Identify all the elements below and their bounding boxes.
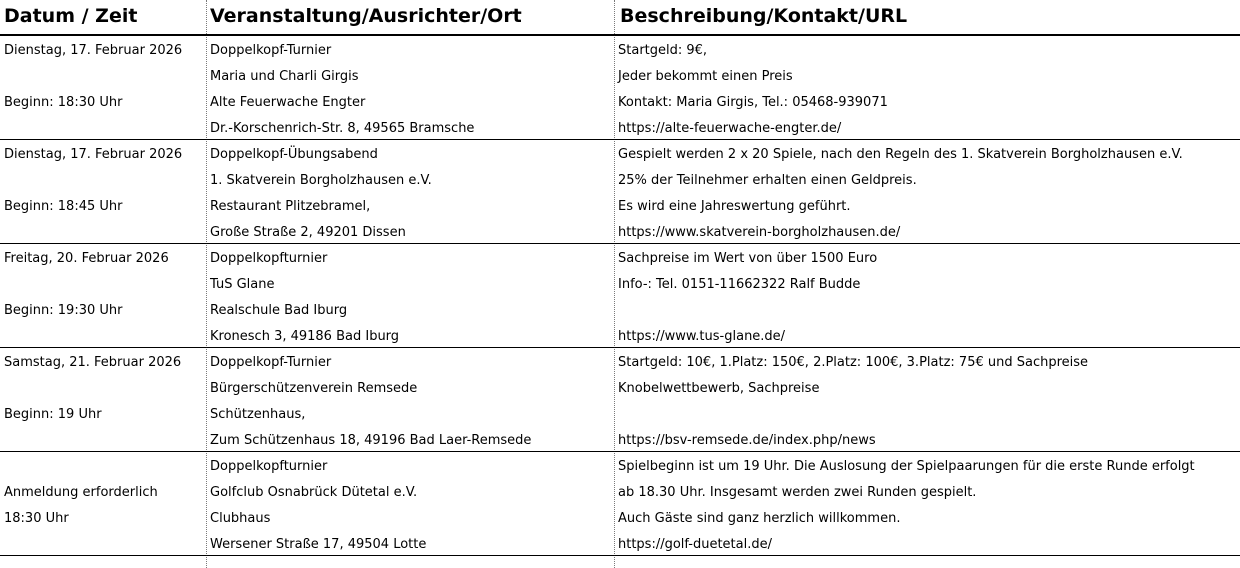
description-line: Spielbeginn ist um 19 Uhr. Die Auslosung der Spielpaarungen für die erste Runde erfolgt: [618, 459, 1195, 474]
event-line: Alte Feuerwache Engter: [210, 95, 366, 110]
table-row: [0, 452, 1240, 556]
description-line[interactable]: https://golf-duetetal.de/: [618, 537, 772, 552]
event-line: Clubhaus: [210, 511, 271, 526]
event-line: Dr.-Korschenrich-Str. 8, 49565 Bramsche: [210, 121, 475, 136]
header-datum-zeit: Datum / Zeit: [4, 5, 138, 27]
description-line[interactable]: https://www.tus-glane.de/: [618, 329, 786, 344]
event-line: Schützenhaus,: [210, 407, 306, 422]
date-line: Beginn: 19:30 Uhr: [4, 303, 123, 318]
description-line: Kontakt: Maria Girgis, Tel.: 05468-939071: [618, 95, 888, 110]
date-line: Dienstag, 17. Februar 2026: [4, 147, 183, 162]
date-line: Anmeldung erforderlich: [4, 485, 158, 500]
date-line: Dienstag, 17. Februar 2026: [4, 43, 183, 58]
event-line: Restaurant Plitzebramel,: [210, 199, 371, 214]
event-line: Doppelkopf-Turnier: [210, 43, 332, 58]
header-beschreibung: Beschreibung/Kontakt/URL: [620, 5, 908, 27]
description-line: Jeder bekommt einen Preis: [618, 69, 793, 84]
description-line: Es wird eine Jahreswertung geführt.: [618, 199, 851, 214]
table-header: [0, 0, 1240, 36]
event-line: Kronesch 3, 49186 Bad Iburg: [210, 329, 400, 344]
table-row: [0, 140, 1240, 244]
event-line: Doppelkopfturnier: [210, 251, 328, 266]
description-line[interactable]: https://www.skatverein-borgholzhausen.de/: [618, 225, 901, 240]
date-line: 18:30 Uhr: [4, 511, 69, 526]
description-line: ab 18.30 Uhr. Insgesamt werden zwei Runden gespielt.: [618, 485, 977, 500]
event-line: Bürgerschützenverein Remsede: [210, 381, 418, 396]
description-line[interactable]: https://bsv-remsede.de/index.php/news: [618, 433, 876, 448]
description-line: Info-: Tel. 0151-11662322 Ralf Budde: [618, 277, 861, 292]
date-line: Freitag, 20. Februar 2026: [4, 251, 169, 266]
date-line: Beginn: 18:45 Uhr: [4, 199, 123, 214]
event-line: Realschule Bad Iburg: [210, 303, 348, 318]
date-line: Beginn: 18:30 Uhr: [4, 95, 123, 110]
date-line: Samstag, 21. Februar 2026: [4, 355, 182, 370]
event-line: Doppelkopfturnier: [210, 459, 328, 474]
event-line: Doppelkopf-Übungsabend: [210, 147, 378, 162]
table-row: [0, 348, 1240, 452]
event-line: Wersener Straße 17, 49504 Lotte: [210, 537, 427, 552]
event-line: Doppelkopf-Turnier: [210, 355, 332, 370]
description-line[interactable]: https://alte-feuerwache-engter.de/: [618, 121, 842, 136]
event-line: TuS Glane: [210, 277, 275, 292]
event-line: Golfclub Osnabrück Dütetal e.V.: [210, 485, 418, 500]
date-line: Beginn: 19 Uhr: [4, 407, 102, 422]
event-line: 1. Skatverein Borgholzhausen e.V.: [210, 173, 432, 188]
event-line: Große Straße 2, 49201 Dissen: [210, 225, 406, 240]
description-line: Auch Gäste sind ganz herzlich willkommen.: [618, 511, 901, 526]
description-line: Sachpreise im Wert von über 1500 Euro: [618, 251, 878, 266]
description-line: 25% der Teilnehmer erhalten einen Geldpreis.: [618, 173, 917, 188]
description-line: Startgeld: 10€, 1.Platz: 150€, 2.Platz: 100€, 3.Platz: 75€ und Sachpreise: [618, 355, 1089, 370]
description-line: Gespielt werden 2 x 20 Spiele, nach den Regeln des 1. Skatverein Borgholzhausen e.V.: [618, 147, 1183, 162]
description-line: Knobelwettbewerb, Sachpreise: [618, 381, 820, 396]
event-line: Zum Schützenhaus 18, 49196 Bad Laer-Remsede: [210, 433, 532, 448]
event-line: Maria und Charli Girgis: [210, 69, 359, 84]
table-row: [0, 244, 1240, 348]
header-veranstaltung: Veranstaltung/Ausrichter/Ort: [210, 5, 522, 27]
description-line: Startgeld: 9€,: [618, 43, 708, 58]
table-row: [0, 36, 1240, 140]
